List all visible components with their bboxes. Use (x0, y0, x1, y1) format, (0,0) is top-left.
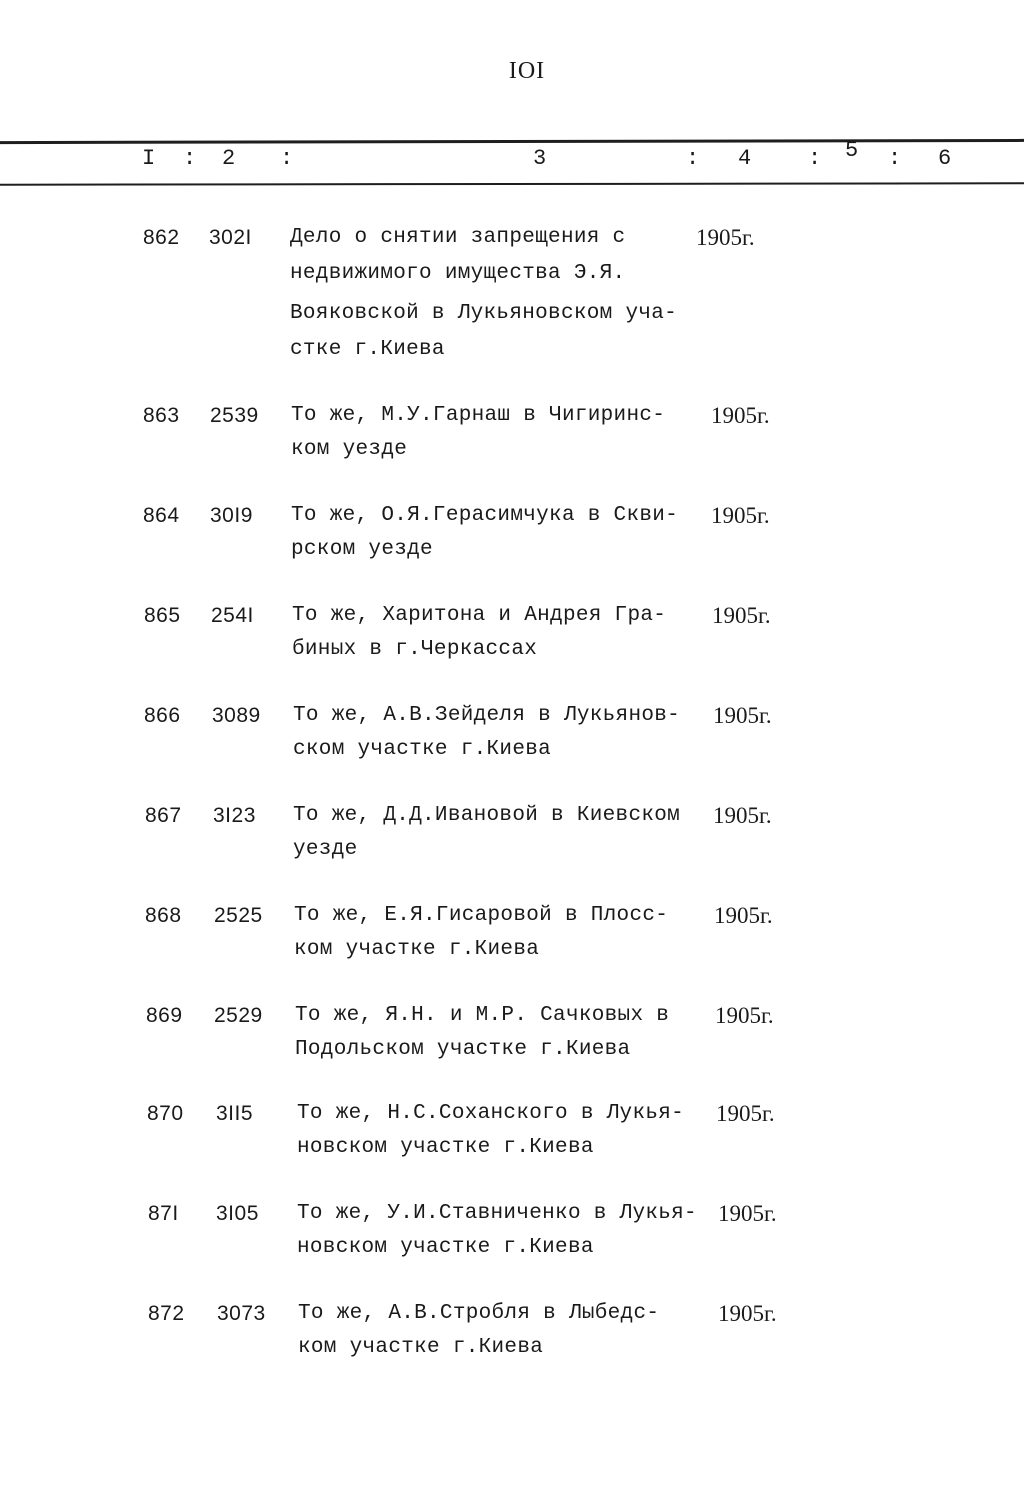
entry-title-line: новском участке г.Киева (297, 1236, 594, 1259)
column-header-5: 5 (845, 138, 859, 163)
entry-title-line: То же, А.В.Стробля в Лыбедс- (298, 1302, 660, 1325)
header-rule-top (0, 139, 1024, 144)
entry-title-line: Подольском участке г.Киева (295, 1038, 631, 1061)
entry-title-line: рском уезде (291, 538, 433, 561)
column-separator: : (888, 146, 902, 171)
entry-number: 870 (147, 1102, 184, 1125)
fund-number: 3II5 (216, 1102, 254, 1125)
entry-number: 867 (145, 804, 182, 827)
column-separator: : (686, 146, 700, 171)
entry-title-line: Вояковской в Лукьяновском уча- (290, 302, 678, 325)
entry-year: 1905г. (696, 225, 755, 250)
entry-year: 1905г. (715, 1003, 774, 1028)
entry-title-line: стке г.Киева (290, 338, 445, 361)
fund-number: 3I23 (213, 804, 256, 827)
entry-title-line: То же, У.И.Ставниченко в Лукья- (297, 1202, 697, 1225)
entry-number: 87I (148, 1202, 179, 1225)
column-header-2: 2 (222, 146, 236, 171)
entry-title-line: уезде (293, 838, 358, 861)
entry-title-line: ком уезде (291, 438, 408, 461)
column-separator: : (280, 146, 294, 171)
entry-year: 1905г. (713, 803, 772, 828)
entry-year: 1905г. (711, 403, 770, 428)
entry-title-line: То же, Н.С.Соханского в Лукья- (297, 1102, 685, 1125)
header-rule-bottom (0, 182, 1024, 185)
column-header-3: 3 (533, 146, 547, 171)
entry-year: 1905г. (713, 703, 772, 728)
entry-title-line: То же, Д.Д.Ивановой в Киевском (293, 804, 681, 827)
fund-number: 2539 (210, 404, 259, 427)
column-separator: : (808, 146, 822, 171)
fund-number: 30I9 (210, 504, 253, 527)
page-number: IOI (508, 58, 546, 84)
entry-title-line: ском участке г.Киева (293, 738, 552, 761)
entry-title-line: То же, Е.Я.Гисаровой в Плосс- (294, 904, 669, 927)
entry-year: 1905г. (718, 1301, 777, 1326)
entry-year: 1905г. (712, 603, 771, 628)
entry-title-line: То же, О.Я.Герасимчука в Скви- (291, 504, 679, 527)
fund-number: 2525 (214, 904, 263, 927)
entry-title-line: То же, Харитона и Андрея Гра- (292, 604, 667, 627)
fund-number: 2529 (214, 1004, 263, 1027)
fund-number: 3089 (212, 704, 261, 727)
fund-number: 254I (211, 604, 254, 627)
entry-title-line: недвижимого имущества Э.Я. (290, 262, 626, 285)
entry-year: 1905г. (711, 503, 770, 528)
fund-number: 3I05 (216, 1202, 259, 1225)
entry-number: 869 (146, 1004, 183, 1027)
entry-title-line: новском участке г.Киева (297, 1136, 594, 1159)
column-header-4: 4 (738, 146, 752, 171)
fund-number: 3073 (217, 1302, 266, 1325)
entry-title-line: То же, Я.Н. и М.Р. Сачковых в (295, 1004, 670, 1027)
entry-title-line: ком участке г.Киева (294, 938, 540, 961)
entry-title-line: ком участке г.Киева (298, 1336, 544, 1359)
entry-year: 1905г. (714, 903, 773, 928)
entry-number: 866 (144, 704, 181, 727)
entry-title-line: То же, М.У.Гарнаш в Чигиринс- (291, 404, 666, 427)
entry-title-line: биных в г.Черкассах (292, 638, 538, 661)
entry-title-line: То же, А.В.Зейделя в Лукьянов- (293, 704, 681, 727)
column-header-1: I (142, 146, 156, 171)
column-separator: : (183, 146, 197, 171)
fund-number: 302I (209, 226, 252, 249)
entry-number: 864 (143, 504, 180, 527)
entry-year: 1905г. (718, 1201, 777, 1226)
entry-number: 865 (144, 604, 181, 627)
entry-title-line: Дело о снятии запрещения с (290, 226, 626, 249)
entry-number: 868 (145, 904, 182, 927)
entry-number: 872 (148, 1302, 185, 1325)
entry-number: 863 (143, 404, 180, 427)
entry-number: 862 (143, 226, 180, 249)
entry-year: 1905г. (716, 1101, 775, 1126)
column-header-6: 6 (938, 146, 952, 171)
